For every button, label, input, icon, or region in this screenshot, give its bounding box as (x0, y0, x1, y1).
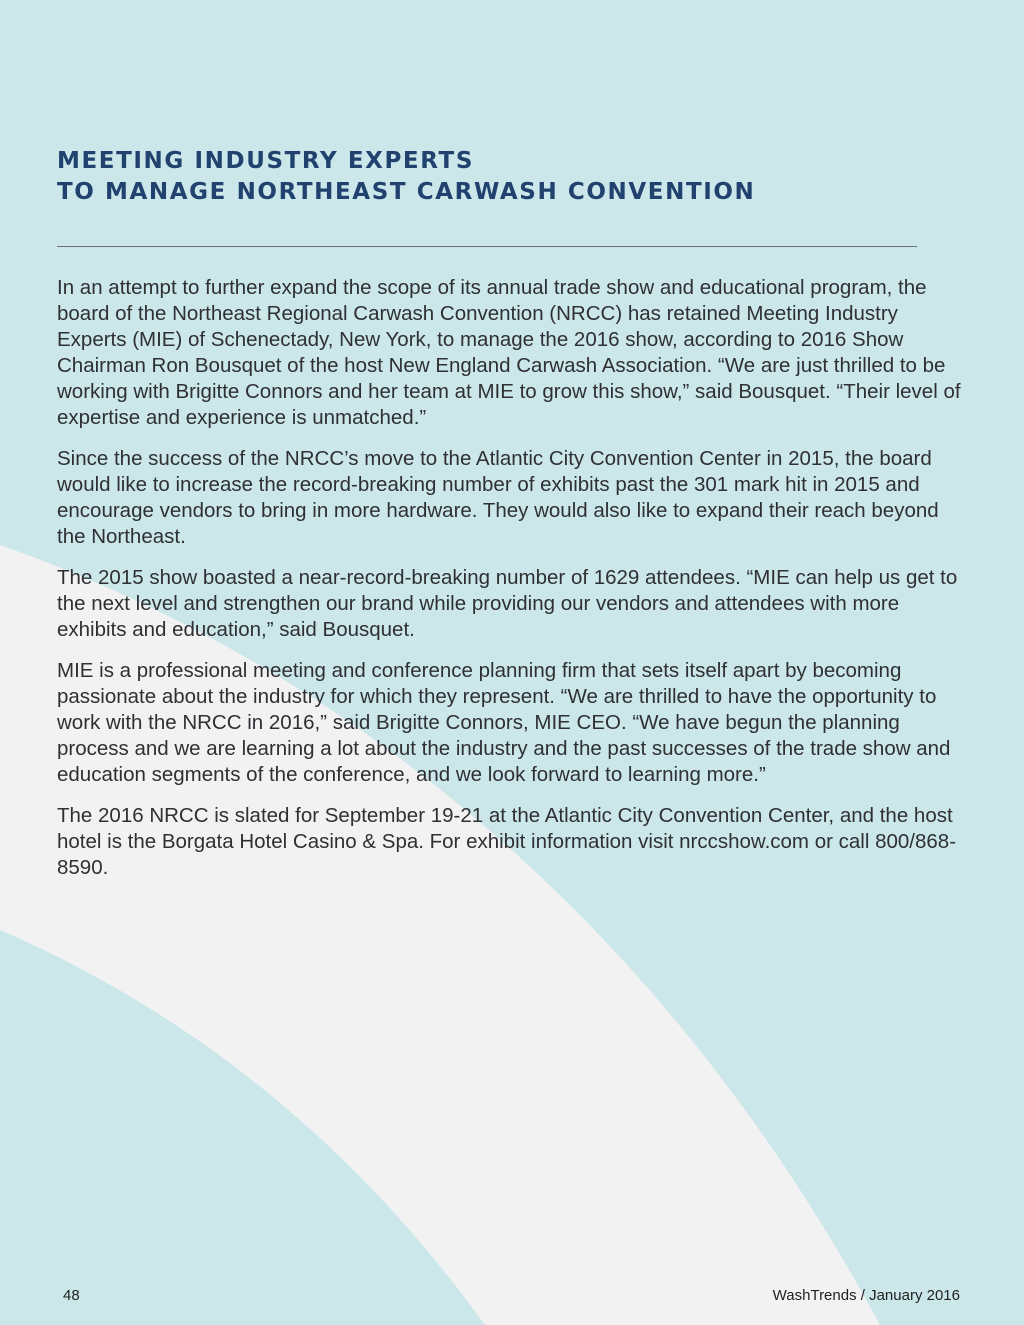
headline-line-2: TO MANAGE NORTHEAST CARWASH CONVENTION (57, 179, 756, 205)
article-paragraph: The 2015 show boasted a near-record-breaking number of 1629 attendees. “MIE can help us get to the next level and strengthen our brand while providing our vendors and attendees with more exhibits and education,” said Bousquet. (57, 566, 958, 641)
article-paragraph: In an attempt to further expand the scope of its annual trade show and educational program, the board of the Northeast Regional Carwash Convention (NRCC) has retained Meeting Industry Experts (MIE) of Schenectady, New York, to manage the 2016 show, according to 2016 Show Chairman Ron Bousquet of the host New England Carwash Association. “We are just thrilled to be working with Brigitte Connors and her team at MIE to grow this show,” said Bousquet. “Their level of expertise and experience is unmatched.” (57, 276, 961, 429)
article-body (57, 275, 962, 896)
publication-info: WashTrends / January 2016 (772, 1287, 960, 1304)
page-number: 48 (63, 1287, 80, 1304)
headline-line-1: MEETING INDUSTRY EXPERTS (57, 148, 474, 174)
headline-divider (57, 246, 917, 247)
article-headline (57, 146, 755, 208)
article-paragraph: The 2016 NRCC is slated for September 19-21 at the Atlantic City Convention Center, and the host hotel is the Borgata Hotel Casino & Spa. For exhibit information visit nrccshow.com or call 800/868-8590. (57, 804, 957, 879)
article-paragraph: MIE is a professional meeting and conference planning firm that sets itself apart by becoming passionate about the industry for which they represent. “We are thrilled to have the opportunity to work with the NRCC in 2016,” said Brigitte Connors, MIE CEO. “We have begun the planning process and we are learning a lot about the industry and the past successes of the trade show and education segments of the conference, and we look forward to learning more.” (57, 659, 951, 786)
article-paragraph: Since the success of the NRCC’s move to the Atlantic City Convention Center in 2015, the board would like to increase the record-breaking number of exhibits past the 301 mark hit in 2015 and encourage vendors to bring in more hardware. They would also like to expand their reach beyond the Northeast. (57, 447, 939, 548)
